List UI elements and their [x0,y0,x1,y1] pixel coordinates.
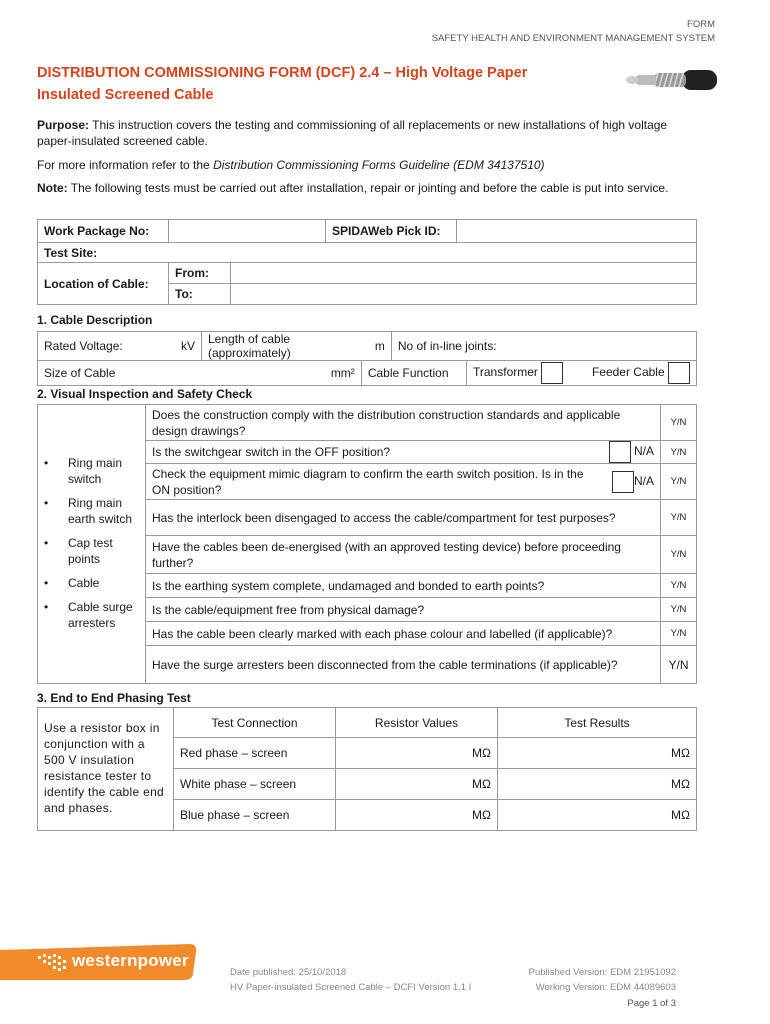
size-label: Size of Cable [44,366,116,380]
section-3-heading: 3. End to End Phasing Test [37,691,191,705]
mm2-unit[interactable]: mm² [330,366,355,380]
page-title: DISTRIBUTION COMMISSIONING FORM (DCF) 2.4 – High Voltage Paper Insulated Screened Cable [37,65,528,103]
note-paragraph [37,180,697,196]
western-power-logo [0,942,197,982]
question-1: Does the construction comply with the distribution construction standards and applicable design drawings? [146,405,661,441]
phasing-test-table [37,707,697,831]
footer-working: Working Version: EDM 44089603 [535,982,676,993]
kv-unit[interactable]: kV [133,332,202,361]
row-white-result[interactable]: MΩ [498,769,697,800]
job-details-table [37,219,697,263]
bullet-ring-main-earth-switch: • Ring main earth switch [38,495,145,527]
row-white-connection: White phase – screen [174,769,336,800]
question-2-na-checkbox[interactable] [609,441,631,463]
phasing-instruction: Use a resistor box in conjunction with a 500 V insulation resistance tester to identify the cable end and phases. [38,708,174,831]
m-unit[interactable]: m [361,332,391,361]
answer-8-yn[interactable]: Y/N [661,622,697,646]
transformer-label: Transformer [473,365,538,380]
equipment-bullet-list [38,455,145,631]
from-field[interactable] [231,263,697,284]
question-9: Have the surge arresters been disconnected from the cable terminations (if applicable)? [146,646,661,684]
section-2-heading: 2. Visual Inspection and Safety Check [37,387,253,401]
answer-4-yn[interactable]: Y/N [661,500,697,536]
row-blue-resistor[interactable]: MΩ [336,800,498,831]
answer-7-yn[interactable]: Y/N [661,598,697,622]
spida-field[interactable] [457,220,697,243]
question-3-na-checkbox[interactable] [612,471,634,493]
footer-doc-info [230,965,471,995]
test-site-label: Test Site: [44,245,98,260]
bullet-cap-test-points: • Cap test points [38,535,145,567]
length-label: Length of cable (approximately) [202,332,362,361]
location-label: Location of Cable: [38,263,169,305]
row-red-result[interactable]: MΩ [498,738,697,769]
answer-1-yn[interactable]: Y/N [661,405,697,441]
work-package-field[interactable] [169,220,326,243]
location-table [37,262,697,305]
question-5: Have the cables been de-energised (with an approved testing device) before proceeding further? [146,536,661,574]
feeder-label: Feeder Cable [591,365,665,380]
work-package-label: Work Package No: [38,220,169,243]
question-6: Is the earthing system complete, undamaged and bonded to earth points? [146,574,661,598]
logo-text: westernpower [72,951,189,970]
more-info-prefix: For more information refer to the [37,158,214,172]
purpose-paragraph [37,117,697,149]
answer-3-yn[interactable]: Y/N [661,464,697,500]
visual-inspection-table [37,404,697,684]
question-2-na-label: N/A [633,444,654,459]
footer-doc-title: HV Paper-insulated Screened Cable – DCFI Version 1.1 I [230,982,472,993]
row-blue-result[interactable]: MΩ [498,800,697,831]
purpose-label: Purpose: [37,118,90,132]
answer-2-yn[interactable]: Y/N [661,441,697,464]
bullet-ring-main-switch: • Ring main switch [38,455,145,487]
feeder-checkbox[interactable] [668,362,690,384]
from-label: From: [169,263,231,284]
question-3-na-label: N/A [633,473,654,488]
footer-published: Published Version: EDM 21951092 [528,967,676,978]
row-blue-connection: Blue phase – screen [174,800,336,831]
cable-image [622,60,717,100]
question-7: Is the cable/equipment free from physical damage? [146,598,661,622]
note-text: The following tests must be carried out after installation, repair or jointing and before the cable is put into service. [67,181,669,195]
row-red-resistor[interactable]: MΩ [336,738,498,769]
note-label: Note: [37,181,68,195]
spida-label: SPIDAWeb Pick ID: [326,220,457,243]
to-label: To: [169,284,231,305]
answer-5-yn[interactable]: Y/N [661,536,697,574]
to-field[interactable] [231,284,697,305]
row-white-resistor[interactable]: MΩ [336,769,498,800]
more-info-paragraph [37,157,697,173]
col-test-results: Test Results [498,708,697,738]
rated-voltage-label: Rated Voltage: [38,332,133,361]
col-test-connection: Test Connection [174,708,336,738]
footer-page-number: Page 1 of 3 [627,998,676,1009]
col-resistor-values: Resistor Values [336,708,498,738]
row-red-connection: Red phase – screen [174,738,336,769]
question-3: Check the equipment mimic diagram to confirm the earth switch position. Is in the ON position? [152,466,584,497]
question-8: Has the cable been clearly marked with each phase colour and labelled (if applicable)? [146,622,661,646]
cable-function-label: Cable Function [361,361,466,386]
answer-9-yn[interactable]: Y/N [661,646,697,684]
guideline-reference: Distribution Commissioning Forms Guideline (EDM 34137510) [213,158,545,172]
header-system-label: SAFETY HEALTH AND ENVIRONMENT MANAGEMENT SYSTEM [431,33,715,44]
cable-description-table [37,331,697,386]
header-form-label: FORM [687,19,715,30]
form-header [432,18,715,46]
answer-6-yn[interactable]: Y/N [661,574,697,598]
bullet-cable: • Cable [38,575,145,591]
question-4: Has the interlock been disengaged to access the cable/compartment for test purposes? [146,500,661,536]
bullet-cable-surge-arresters: • Cable surge arresters [38,599,145,631]
footer-date: Date published: 25/10/2018 [230,967,347,978]
transformer-checkbox[interactable] [541,362,563,384]
purpose-text: This instruction covers the testing and commissioning of all replacements or new installations of high voltage paper-insulated screened cable. [37,118,668,148]
footer-version-info [529,965,676,1011]
question-2: Is the switchgear switch in the OFF position? [152,445,391,459]
test-site-field[interactable] [38,243,697,263]
section-1-heading: 1. Cable Description [37,313,153,327]
joints-label[interactable]: No of in-line joints: [391,332,696,361]
